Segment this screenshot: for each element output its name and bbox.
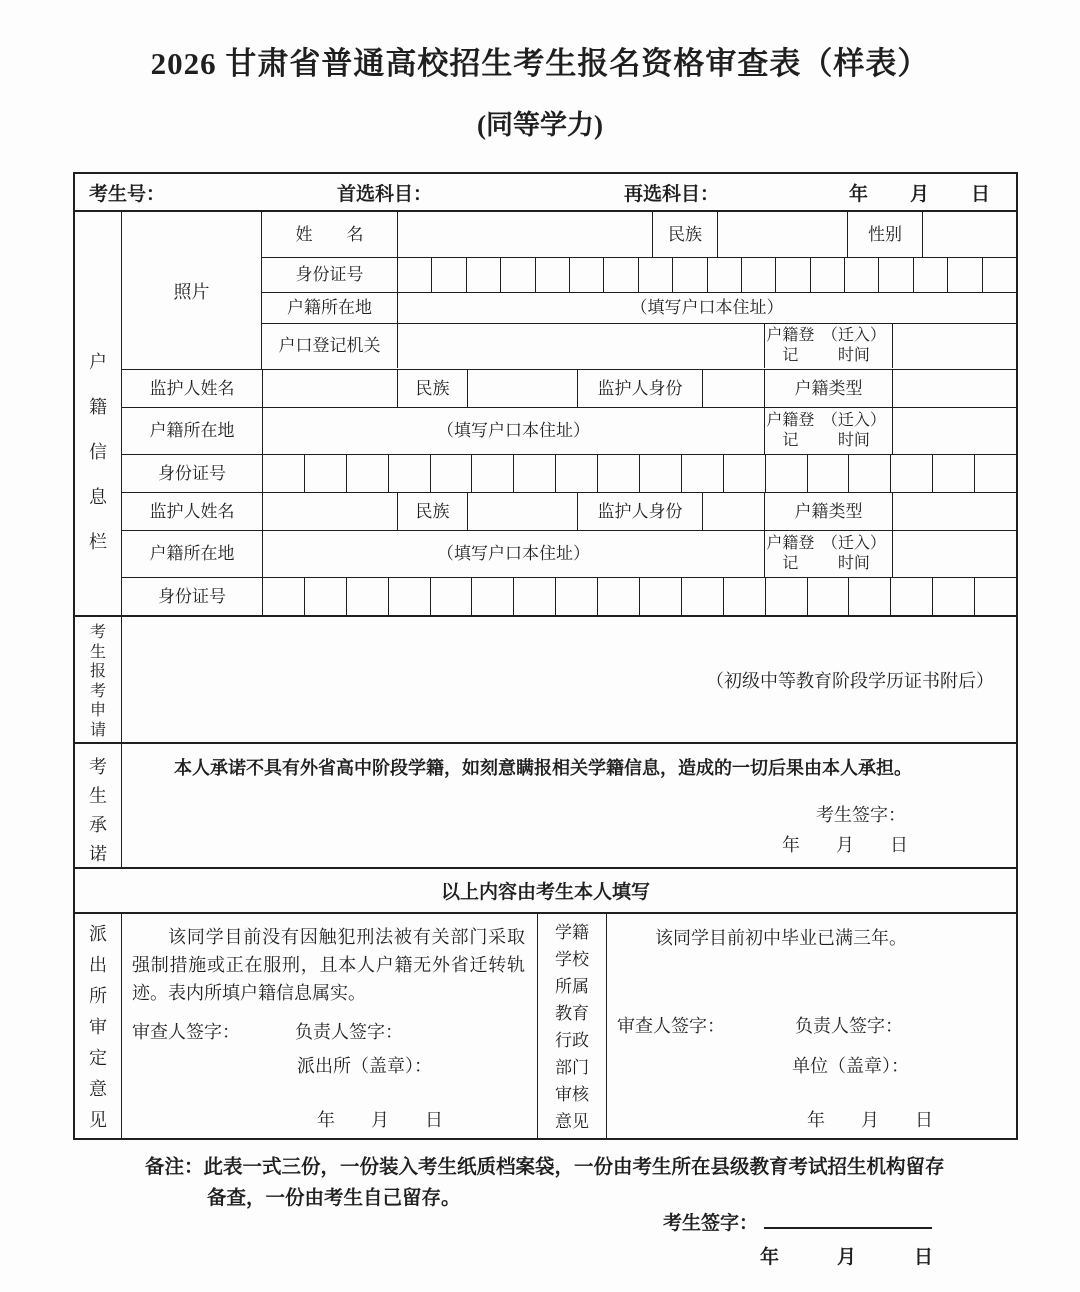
promise-section bbox=[75, 742, 1016, 867]
main-form-table bbox=[73, 172, 1018, 1140]
review-section bbox=[75, 912, 1016, 1140]
id-digit-cell bbox=[932, 578, 974, 615]
id-digit-cell bbox=[890, 578, 932, 615]
guardian2-name-value bbox=[262, 493, 397, 530]
promise-text: 本人承诺不具有外省高中阶段学籍，如刻意瞒报相关学籍信息，造成的一切后果由本人承担。 bbox=[174, 758, 912, 778]
school-reviewer-label: 审查人签字： bbox=[617, 1016, 725, 1036]
guardian2-household-type-label: 户籍类型 bbox=[764, 493, 892, 530]
police-opinion-cell bbox=[122, 914, 537, 1140]
guardian2-identity-label: 监护人身份 bbox=[577, 493, 702, 530]
guardian2-residence-hint: （填写户口本住址） bbox=[262, 531, 764, 577]
id-digit-cell bbox=[430, 455, 472, 492]
guardian2-name-label: 监护人姓名 bbox=[149, 501, 235, 521]
id-digit-cell bbox=[513, 455, 555, 492]
id-digit-cell bbox=[346, 455, 388, 492]
id-digit-cell bbox=[304, 455, 346, 492]
guardian1-household-type-label: 户籍类型 bbox=[764, 370, 892, 407]
school-responsible-label: 负责人签字： bbox=[795, 1016, 903, 1036]
school-opinion-cell bbox=[607, 914, 1016, 1140]
footer-year-label: 年 bbox=[760, 1247, 780, 1268]
gender-value bbox=[922, 212, 1016, 257]
id-digit-cell bbox=[947, 258, 981, 292]
guardian1-reg-time-value bbox=[892, 408, 1016, 454]
id-digit-cell bbox=[723, 455, 765, 492]
police-reviewer-label: 审查人签字： bbox=[132, 1022, 240, 1042]
id-digit-cell bbox=[397, 258, 431, 292]
guardian2-reg-time-value bbox=[892, 531, 1016, 577]
id-digit-cell bbox=[430, 578, 472, 615]
application-note: （初级中等教育阶段学历证书附后） bbox=[706, 670, 994, 691]
id-digit-cell bbox=[346, 578, 388, 615]
household-section-label: 户 籍 信 息 栏 bbox=[75, 212, 122, 615]
id-number-cells bbox=[397, 258, 1016, 292]
id-digit-cell bbox=[848, 455, 890, 492]
guardian1-name-label: 监护人姓名 bbox=[149, 378, 235, 398]
id-digit-cell bbox=[535, 258, 569, 292]
id-digit-cell bbox=[597, 455, 639, 492]
registry-org-row bbox=[262, 323, 1016, 368]
school-section-label: 学籍 学校 所属 教育 行政 部门 审核 意见 bbox=[537, 914, 607, 1140]
remark-note: 备注：此表一式三份，一份装入考生纸质档案袋，一份由考生所在县级教育考试招生机构留存备查，一份由考生自己留存。 bbox=[145, 1157, 945, 1210]
id-digit-cell bbox=[741, 258, 775, 292]
first-subject-label: 首选科目： bbox=[337, 183, 433, 205]
id-digit-cell bbox=[807, 578, 849, 615]
id-digit-cell bbox=[500, 258, 534, 292]
id-digit-cell bbox=[932, 455, 974, 492]
id-digit-cell bbox=[681, 455, 723, 492]
form-title: 2026 甘肃省普通高校招生考生报名资格审查表（样表） bbox=[150, 46, 930, 81]
id-digit-cell bbox=[466, 258, 500, 292]
candidate-id-row bbox=[262, 257, 1016, 292]
guardian2-residence-label: 户籍所在地 bbox=[149, 544, 235, 564]
fill-note-row: 以上内容由考生本人填写 bbox=[75, 867, 1016, 912]
household-section bbox=[75, 212, 1016, 615]
re-subject-label: 再选科目： bbox=[624, 183, 720, 205]
id-digit-cell bbox=[388, 578, 430, 615]
guardian1-residence-label: 户籍所在地 bbox=[149, 421, 235, 441]
police-statement: 该同学目前没有因触犯刑法被有关部门采取强制措施或正在服刑，且本人户籍无外省迁转轨迹。表内所填户籍信息属实。 bbox=[132, 927, 525, 1003]
guardian2-ethnic-label: 民族 bbox=[397, 493, 467, 530]
id-digit-cell bbox=[765, 578, 807, 615]
id-digit-cell bbox=[707, 258, 741, 292]
residence-label: 户籍所在地 bbox=[287, 298, 372, 318]
name-value bbox=[397, 212, 652, 257]
guardian2-row bbox=[122, 492, 1016, 530]
id-digit-cell bbox=[723, 578, 765, 615]
application-section bbox=[75, 615, 1016, 742]
guardian1-id-cells bbox=[262, 455, 1016, 492]
guardian1-ethnic-value bbox=[467, 370, 577, 407]
ethnic-label: 民族 bbox=[652, 212, 717, 257]
guardian1-id-label: 身份证号 bbox=[158, 463, 226, 483]
id-digit-cell bbox=[555, 455, 597, 492]
registry-org-value bbox=[397, 324, 764, 368]
guardian1-residence-row bbox=[122, 407, 1016, 454]
police-date: 年 月 日 bbox=[317, 1110, 443, 1130]
id-digit-cell bbox=[569, 258, 603, 292]
id-digit-cell bbox=[878, 258, 912, 292]
reg-time-label: 户籍登记 （迁入）时间 bbox=[764, 324, 892, 368]
school-seal-label: 单位（盖章）： bbox=[792, 1056, 909, 1076]
id-digit-cell bbox=[848, 578, 890, 615]
form-header-row bbox=[75, 174, 1016, 212]
id-digit-cell bbox=[810, 258, 844, 292]
ethnic-value bbox=[717, 212, 847, 257]
guardian1-row bbox=[122, 369, 1016, 407]
guardian2-reg-time-label: 户籍登记 （迁入）时间 bbox=[764, 531, 892, 577]
footer-sign bbox=[663, 1208, 932, 1235]
footer-sign-label: 考生签字： bbox=[663, 1213, 759, 1234]
footer-date bbox=[760, 1242, 933, 1269]
header-date bbox=[849, 179, 1016, 206]
id-digit-cell bbox=[603, 258, 637, 292]
promise-sign-label: 考生签字： bbox=[816, 805, 906, 825]
id-digit-cell bbox=[639, 578, 681, 615]
guardian1-identity-label: 监护人身份 bbox=[577, 370, 702, 407]
school-date: 年 月 日 bbox=[807, 1110, 933, 1130]
id-digit-cell bbox=[974, 455, 1016, 492]
id-digit-cell bbox=[672, 258, 706, 292]
guardian2-ethnic-value bbox=[467, 493, 577, 530]
id-digit-cell bbox=[431, 258, 465, 292]
school-statement: 该同学目前初中毕业已满三年。 bbox=[655, 928, 907, 948]
id-digit-cell bbox=[388, 455, 430, 492]
id-digit-cell bbox=[513, 578, 555, 615]
id-digit-cell bbox=[890, 455, 932, 492]
guardian2-household-type-value bbox=[892, 493, 1016, 530]
residence-hint: （填写户口本住址） bbox=[397, 293, 1016, 323]
id-digit-cell bbox=[639, 455, 681, 492]
form-subtitle: (同等学力) bbox=[477, 110, 603, 140]
guardian2-identity-value bbox=[702, 493, 764, 530]
guardian2-id-label: 身份证号 bbox=[158, 586, 226, 606]
promise-section-label: 考 生 承 诺 bbox=[75, 744, 122, 867]
candidate-residence-row bbox=[262, 292, 1016, 323]
id-digit-cell bbox=[982, 258, 1016, 292]
id-digit-cell bbox=[262, 455, 304, 492]
guardian2-id-row bbox=[122, 577, 1016, 615]
reg-time-value bbox=[892, 324, 1016, 368]
id-digit-cell bbox=[304, 578, 346, 615]
name-label: 姓 名 bbox=[295, 224, 364, 244]
guardian1-ethnic-label: 民族 bbox=[397, 370, 467, 407]
guardian2-residence-row bbox=[122, 530, 1016, 577]
name-row bbox=[262, 212, 1016, 257]
guardian2-id-cells bbox=[262, 578, 1016, 615]
guardian1-id-row bbox=[122, 454, 1016, 492]
registry-org-label: 户口登记机关 bbox=[278, 336, 381, 356]
id-digit-cell bbox=[471, 455, 513, 492]
id-digit-cell bbox=[638, 258, 672, 292]
guardian1-name-value bbox=[262, 370, 397, 407]
candidate-number-label: 考生号： bbox=[89, 183, 166, 205]
guardian1-household-type-value bbox=[892, 370, 1016, 407]
photo-cell: 照片 bbox=[122, 212, 262, 369]
id-number-label: 身份证号 bbox=[295, 265, 364, 285]
guardian1-residence-hint: （填写户口本住址） bbox=[262, 408, 764, 454]
day-label: 日 bbox=[970, 183, 990, 205]
application-section-label: 考 生 报 考 申 请 bbox=[75, 617, 122, 742]
guardian1-identity-value bbox=[702, 370, 764, 407]
police-seal-label: 派出所（盖章）： bbox=[297, 1056, 432, 1076]
month-label: 月 bbox=[909, 183, 929, 205]
year-label: 年 bbox=[848, 183, 868, 205]
id-digit-cell bbox=[681, 578, 723, 615]
id-digit-cell bbox=[974, 578, 1016, 615]
id-digit-cell bbox=[844, 258, 878, 292]
police-section-label: 派 出 所 审 定 意 见 bbox=[75, 914, 122, 1140]
guardian1-reg-time-label: 户籍登记 （迁入）时间 bbox=[764, 408, 892, 454]
id-digit-cell bbox=[807, 455, 849, 492]
id-digit-cell bbox=[471, 578, 513, 615]
id-digit-cell bbox=[555, 578, 597, 615]
gender-label: 性别 bbox=[847, 212, 922, 257]
footer-day-label: 日 bbox=[914, 1247, 934, 1268]
signature-line bbox=[764, 1209, 932, 1229]
promise-date: 年 月 日 bbox=[782, 835, 908, 855]
police-responsible-label: 负责人签字： bbox=[295, 1022, 403, 1042]
id-digit-cell bbox=[597, 578, 639, 615]
footer-month-label: 月 bbox=[837, 1247, 857, 1268]
id-digit-cell bbox=[262, 578, 304, 615]
id-digit-cell bbox=[775, 258, 809, 292]
id-digit-cell bbox=[913, 258, 947, 292]
id-digit-cell bbox=[765, 455, 807, 492]
